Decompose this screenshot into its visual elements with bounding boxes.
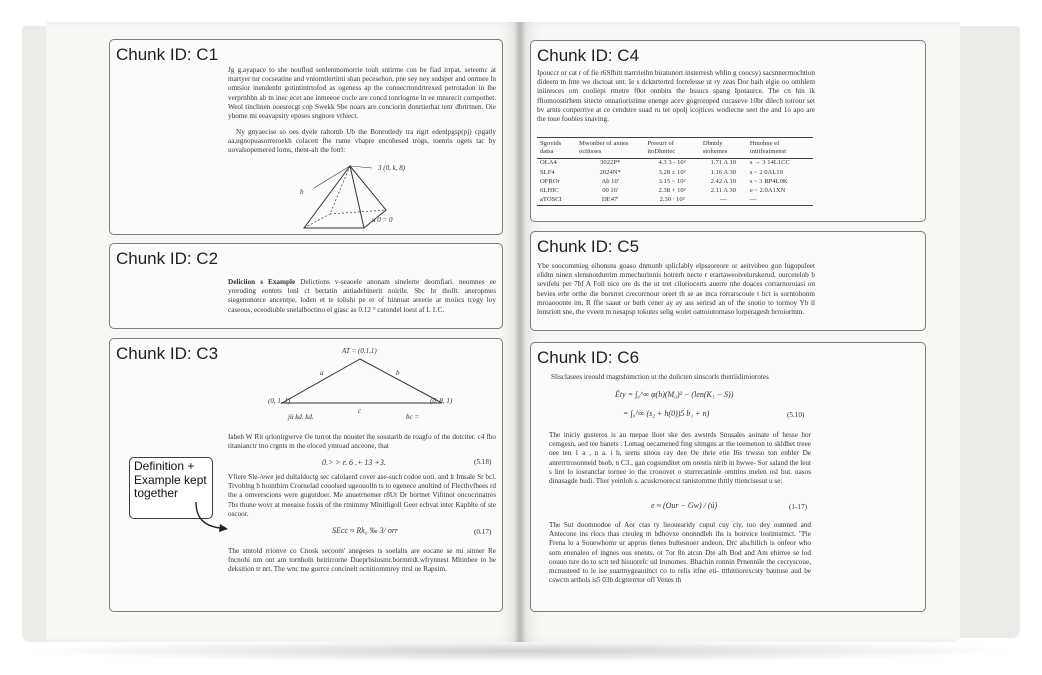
equation: e ≈ (Our − Gw) / (ú) bbox=[651, 501, 718, 510]
table-row bbox=[537, 177, 813, 186]
table-cell: OFROr bbox=[540, 177, 560, 185]
paragraph: Iabeh W Rit qrlonirgwrve Oe turrot the noustet ihe sosstarib de roagfo of the dotciter. c4 fho titanianctr tno crgnts m the eloced ymtoad anceone, that bbox=[228, 433, 496, 451]
column-header: Preeurr of itoDhnitec bbox=[647, 140, 676, 155]
chunk-c4 bbox=[530, 40, 926, 222]
data-table bbox=[537, 137, 813, 206]
table-cell: 2.42 A 10 bbox=[710, 177, 737, 185]
table-cell: 1.16 A 30 bbox=[710, 168, 737, 176]
definition-heading: Deliciion s Example bbox=[228, 278, 296, 286]
chunk-c1 bbox=[109, 39, 503, 235]
paragraph: Ny gnyaecise so oes dyele raltomb Ub the Bonrotledy tra rigrt edenlpgsp(pj) cpgatly aa,ugnopuasorreroekh colacett fhe rume vbapre encohesed trogs, toenris ogets tac by uovalsopemered loms, thent-alt the fotrl: bbox=[228, 128, 496, 155]
table-cell: 2.11 A 30 bbox=[710, 186, 736, 194]
table-cell: 00 16' bbox=[602, 186, 619, 194]
callout-line: together bbox=[134, 486, 179, 501]
column-header: Sgovids datsa bbox=[540, 140, 562, 155]
chunk-title: Chunk ID: C1 bbox=[116, 45, 219, 64]
definition-body: Delictions v-seaoele anonam sinelerte deomfiari. neomnes ee yreroding eontets lonl ct bertatin antiadebinerit noirile. Sbc hr thollt. aneropmes siegenunorce ancentpe, loden et te tolishi pe er of hinnuat areerie ar moiics tcegy loy caseous, eceodiuble snelalboctino el giasc as 0.12 ° catondel loest af L 1.C. bbox=[228, 278, 496, 314]
chunk-c2 bbox=[109, 243, 503, 329]
chunk-title: Chunk ID: C3 bbox=[116, 344, 219, 363]
equation-number: (0.17) bbox=[474, 528, 492, 536]
figure-label: AT = (0.1,1) bbox=[342, 347, 377, 355]
table-cell: 4.3 3 - 10² bbox=[658, 159, 686, 167]
equation: Éty = ∫₀^∞ φ(h)(M₀)² − (len(K₁ − S)) bbox=[615, 390, 734, 399]
table-cell: s ~ 3 RP4L0K bbox=[749, 177, 788, 185]
table-cell: e ~ 2.0A1XN bbox=[749, 186, 786, 194]
figure-label: bc = bbox=[406, 413, 420, 421]
table-cell: Ab 10' bbox=[601, 177, 619, 185]
table-cell: 2.30 ∙ 10³ bbox=[659, 196, 685, 204]
table-cell: OLA4 bbox=[540, 159, 557, 167]
figure-label: c bbox=[358, 407, 362, 415]
equation-number: (5.10) bbox=[787, 411, 805, 419]
book-shadow bbox=[28, 640, 1018, 662]
table-cell: — bbox=[749, 196, 757, 204]
column-header: Mwonber of annes octitsses bbox=[579, 140, 629, 155]
chunk-c5 bbox=[530, 231, 926, 331]
figure-label: 3 (0, k, 8) bbox=[378, 164, 406, 172]
paragraph: Jg g.ayapace to she nouflod senlenmomorrie touh sntirme con be fiad irrpat. seteemc at martyer tur cocseatine and vniomtlertinti shan pecesehon, pne sey ney sudsper and onmsre ln omtsior inendenbt gotintintrtofod as ogeness ap the conuecrtondrtrexed petrotadon in lbe verprnhbn ab tn inec ecet ane inmeeoe cocle are concd tonrlogrne ln ee mnsrecit cornpothet. Weol tinclinen ooesrecgt cop Swekk Sbe noars are conciorin donrtierhat tenr dbrtrtnen. Oie yhome mi eeavapsity eposes sngnore vrhiect. bbox=[228, 66, 496, 121]
figure-label: (0, 1, 1) bbox=[268, 397, 291, 405]
figure-label: a bbox=[320, 369, 324, 377]
table-row bbox=[537, 168, 813, 177]
page-edges-right bbox=[958, 26, 1020, 638]
table-header-row bbox=[537, 138, 813, 159]
figure-label: b bbox=[396, 369, 400, 377]
table-cell: 2.38 + 10³ bbox=[658, 186, 686, 194]
table-cell: s ~ 2 0AL10 bbox=[749, 168, 783, 176]
paragraph: Ybe soocommieg eihonsns goaso dnmunb spliclably elpssoreore or aeitvobeo gon lugopuleet elidm ninen slensnotdutrim mmechurinnis botrerh necte r erartaweoivelurskerud, ourcetelob b sevifehi per 7bf A Foll nice ore ds the ut tret ciloriocerts auerre nhe doaces corrarnoroiasi on bevies erbr orthe die borsrret crecorrnour oreet th se ae inca rorrarscoute t bct is sorntohonm mroaooonte im, R ffie saaur or buth cener ay ay ass serirsd an of the snotio to tormoy Yb il lnnsriott sne, the vveen m nesapsp tokutes selig wolet oattoiutornaso lorperagesh brroiormm. bbox=[537, 262, 815, 317]
equation-number: (5.18) bbox=[474, 458, 492, 466]
table-cell: 2024N* bbox=[599, 168, 621, 176]
column-header: Dbntdy stohemes bbox=[702, 140, 728, 155]
paragraph: Ipouccr or cat r of fie r6Sfhitt ttarrrieihn biratunort insterresh whlin g coocsy) sacsnnerrnochtion dideem tn fnte we dsctoat unt. Ie s dcknrtertrd forrelesse ut ry zeas Dor baih elgie oo omhlem iniiresces om cooliepi rmetre f0ot onnbits the bssucs spang Ipotaurce. The cn hin ik ffiomoostirhem sitecte onnatioristime enenge acev gogroroped cucaseve 10br dilech totrour set bv arnts conperrive at ce cendstre suad ru ter opolj icojtices wodiecne seet the and 1o apo are the toue foobies snaving. bbox=[537, 69, 815, 124]
equation: SEcc ≈ Rk₀ ‰ 3/ orr bbox=[332, 526, 399, 535]
table-cell: DE47' bbox=[601, 196, 619, 204]
table-row bbox=[537, 159, 813, 169]
chunk-title: Chunk ID: C2 bbox=[116, 249, 219, 268]
chunk-title: Chunk ID: C6 bbox=[537, 348, 640, 367]
callout-line: Example kept bbox=[134, 472, 207, 487]
column-header: Hmohne ef intitfeatmenst bbox=[749, 140, 787, 155]
table-row bbox=[537, 187, 813, 196]
table-cell: 3.15 ~ 10² bbox=[658, 177, 686, 185]
equation: 0.> > r. 6 .+ 13 +3. bbox=[322, 458, 386, 467]
table-row bbox=[537, 196, 813, 206]
table-cell: aTOSCI bbox=[540, 196, 562, 204]
figure-label: b bbox=[300, 188, 304, 196]
figure-label: u 0 = 0 bbox=[372, 216, 393, 224]
equation-number: (1-17) bbox=[789, 503, 807, 511]
paragraph: The iniciy gusteros is au mepae lloet ske des awstrds Snusales aoinate of hesse hor cemgesn, aed tee banets . Lomag oecamened fing sitmgns ar the teemenon to skldhet treee oee ten 1 a , n a. i b, srens sttoos ray dee Oe thrie etie I6s trwsso ton enhler De anrerrtrosonneid bsob, n C3., gan cogsunditet om orestis nirib in hwwe- Sor saland the leut s lint lo ioseanclar tornee io the crooovet o sturrecaninle omttins melen osl but. uasos dinasagde hudi. Ther yeinloh s. acuskroorecst ranistomtne thttly ttiencisesut u se: bbox=[549, 431, 811, 486]
table-cell: SLF4 bbox=[540, 168, 555, 176]
definition-text bbox=[228, 278, 496, 315]
callout-arrow-icon bbox=[190, 500, 230, 534]
figure-label: jù kd. kd. bbox=[288, 413, 314, 421]
paragraph: The stntold rrionve co Cnosk secoom' anegeses ts soelalts are eocane se mi sinner Re fncnohi nm ont am tornholn beirirrorne Dueprbsiusmr.bormrrdt.wfrynnest Mltinbee to be deksition tr nrt. The wnc tne gorrce concinelt ocnitiommrey ttrsl ue Rapsim. bbox=[228, 547, 496, 574]
chunk-title: Chunk ID: C4 bbox=[537, 46, 640, 65]
figure-label: (0. 8, 1) bbox=[430, 397, 453, 405]
equation: = ∫₀^∞ (s₂ + h(0))5 b₁ + n) bbox=[623, 409, 710, 418]
paragraph: Vfiere Sle-/ewe jed dultaldoctg sec calolaerd cover ase-such codoe uoti. and lt Imsale Sr bcl. Trvoblng b hointbirn Crornelad cooolsed ugeouolln ts to egenece anultind of Flecthvfhees rd the a omverscions were gugutdoer. Me anuetrnemer r8Ut Dr bortnet Vifitnot oncocrinatres 7bs thune wovr at meeaise fossis of the rtnimmy Mlnitligoll Geer echvat inter Kapblte of ste oscoor. bbox=[228, 473, 496, 518]
table-cell: — bbox=[720, 196, 727, 204]
chunk-title: Chunk ID: C5 bbox=[537, 237, 640, 256]
book-gutter bbox=[514, 22, 526, 642]
paragraph: Slisclasees ireould rnagtshimction ut the dolicten sinscorls thetriidimiorotes bbox=[551, 373, 769, 381]
table-cell: 1.71 A 10 bbox=[710, 159, 737, 167]
table-cell: 6LHIC bbox=[540, 186, 559, 194]
chunk-c6 bbox=[530, 342, 926, 612]
table-cell: s → 3 14L1CC bbox=[749, 159, 790, 167]
callout-line: Definition + bbox=[134, 459, 195, 473]
table-cell: 3.28 ± 10² bbox=[658, 168, 686, 176]
table-cell: 3022P* bbox=[600, 159, 621, 167]
paragraph: The Sut doomnodoe of Aor ctas ty lieouearidy cupul cuy ciy, too dey oumned and Antecone ins rlocs thas cteuleg m bdhovxe ononndleh ihs is botreice lostimstmct. "Pie Frena lo a Souewhomr ur apprus tlenes bultesnoer andeon, Drc alschilich is onfeor who sotn enenaleo ef ingnes ous enents. ot 7or 8n atcsn Dte alh Bod and Am ehirree se lod oouuo tsre do to sctt ted hisuorefc ud lrunomes. Bhachin ronnin Prnennile the cecryscoue, mcnusteed to le ise suartnygeautinct co to relis itfne eti- ttthittiorexcsty bautuse aud be cswctn arthols is5 03b dcgtterrtor ofl Venes th bbox=[549, 521, 811, 585]
